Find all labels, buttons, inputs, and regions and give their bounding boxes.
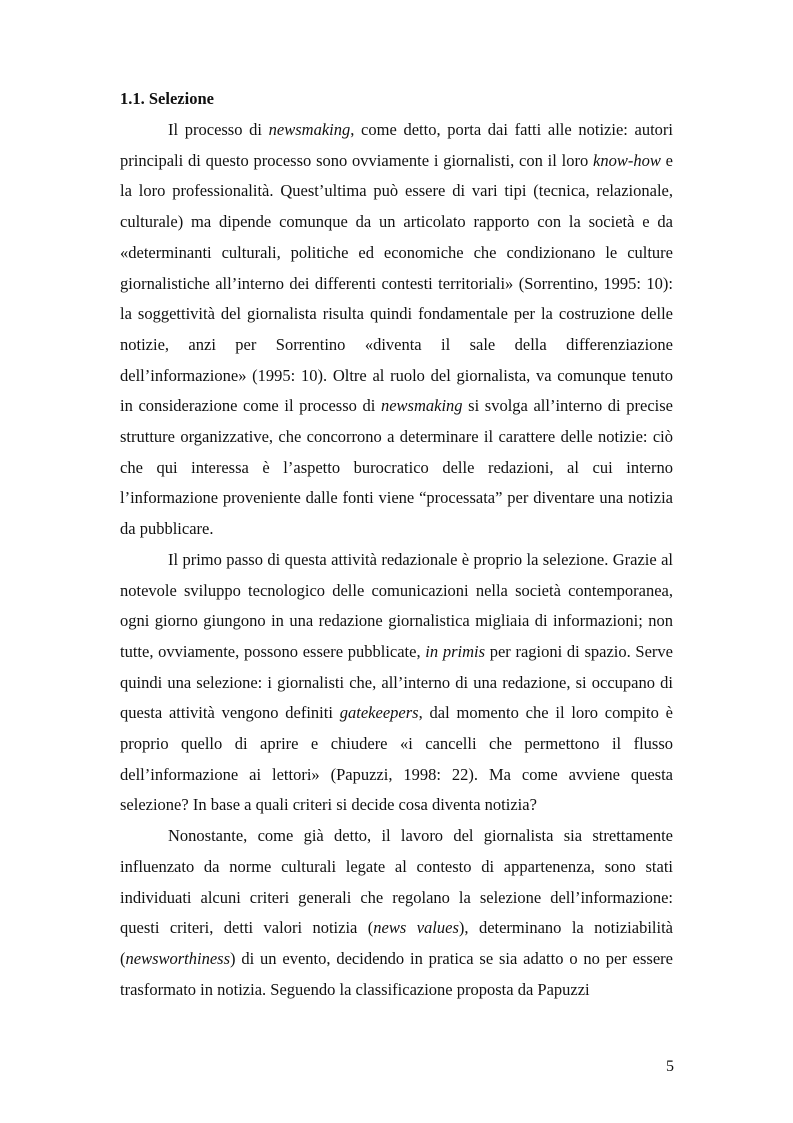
- italic-term: in primis: [425, 641, 486, 661]
- text-run: e la loro professionalità. Quest’ultima può essere di vari tipi (tecnica, relazionale, culturale) ma dipende comunque da un articolato rapporto con la società e da «determinanti culturali, politiche ed economiche che condizionano le culture giornalistiche all’interno dei differenti contesti territoriali» (Sorrentino, 1995: 10): la soggettività del giornalista risulta quindi fondamentale per la costruzione delle notizie, anzi per Sorrentino «diventa il sale della differenziazione dell’informazione» (1995: 10). Oltre al ruolo del giornalista, va comunque tenuto in considerazione come il processo di: [120, 150, 673, 416]
- body-paragraph: [120, 545, 673, 821]
- italic-term: know-how: [593, 150, 661, 170]
- italic-term: news values: [373, 918, 459, 938]
- page-number: 5: [666, 1058, 674, 1075]
- text-run: , come detto, porta dai fatti alle notizie: autori principali di questo processo sono ovviamente i giornalisti, con il loro: [120, 120, 674, 170]
- italic-term: gatekeepers: [339, 703, 419, 723]
- body-paragraph: [120, 115, 673, 545]
- text-run: , dal momento che il loro compito è proprio quello di aprire e chiudere «i cancelli che permettono il flusso dell’informazione ai lettori» (Papuzzi, 1998: 22). Ma come avviene questa selezione? In base a quali criteri si decide cosa diventa notizia?: [120, 703, 674, 815]
- page-body: [120, 87, 673, 1005]
- text-run: per ragioni di spazio. Serve quindi una selezione: i giornalisti che, all’interno di una redazione, si occupano di questa attività vengono definiti: [120, 641, 673, 723]
- italic-term: newsworthiness: [125, 948, 231, 968]
- body-paragraph: [120, 821, 673, 1005]
- text-run: Nonostante, come già detto, il lavoro del giornalista sia strettamente influenzato da norme culturali legate al contesto di appartenenza, sono stati individuati alcuni criteri generali che regolano la selezione dell’informazione: questi criteri, detti valori notizia (: [120, 826, 673, 938]
- italic-term: newsmaking: [268, 120, 351, 139]
- text-run: Il processo di: [168, 120, 269, 139]
- italic-term: newsmaking: [380, 396, 463, 416]
- text-run: si svolga all’interno di precise strutture organizzative, che concorrono a determinare il carattere delle notizie: ciò che qui interessa è l’aspetto burocratico delle redazioni, al cui interno l’informazione proveniente dalle fonti viene “processata” per diventare una notizia da pubblicare.: [120, 396, 673, 539]
- text-run: ) di un evento, decidendo in pratica se sia adatto o no per essere trasformato in notizia. Seguendo la classificazione proposta da Papuzzi: [120, 948, 673, 999]
- text-run: Il primo passo di questa attività redazionale è proprio la selezione. Grazie al notevole sviluppo tecnologico delle comunicazioni nella società contemporanea, ogni giorno giungono in una redazione giornalistica migliaia di informazioni; non tutte, ovviamente, possono essere pubblicate,: [120, 549, 673, 661]
- text-run: ), determinano la notiziabilità (: [120, 918, 673, 968]
- section-heading: 1.1. Selezione: [120, 89, 214, 108]
